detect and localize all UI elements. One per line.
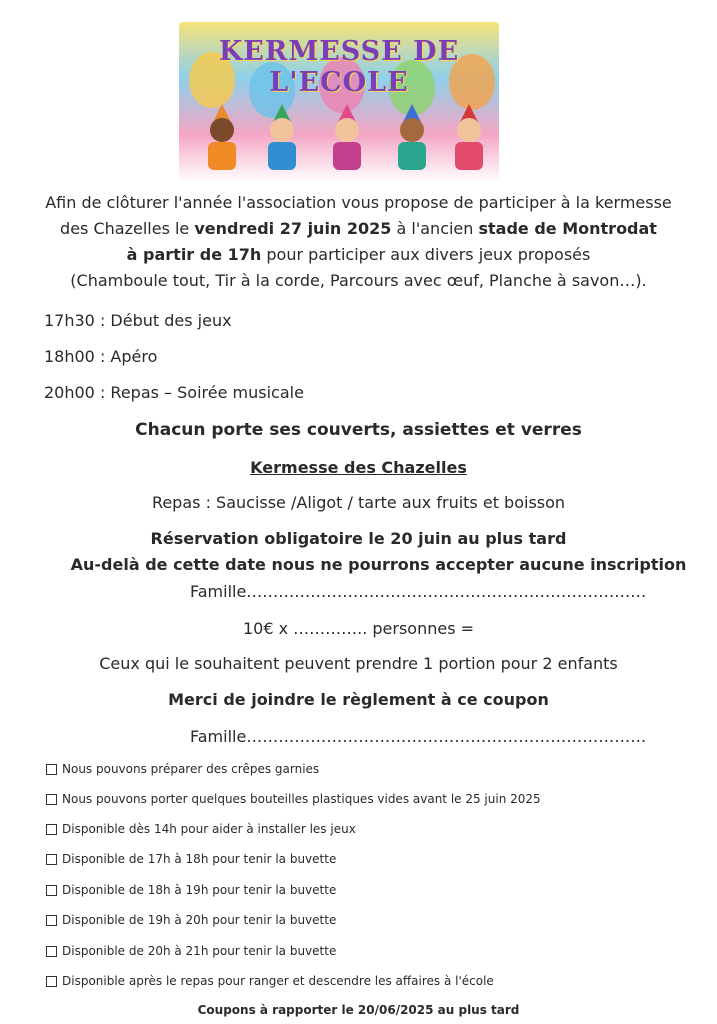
- schedule-item: 20h00 : Repas – Soirée musicale: [44, 383, 304, 402]
- price-line[interactable]: 10€ x ………….. personnes =: [242, 619, 475, 638]
- reservation-deadline: Réservation obligatoire le 20 juin au plus tard: [150, 529, 567, 548]
- checkbox-label: Disponible de 17h à 18h pour tenir la buvette: [62, 852, 337, 866]
- event-date: vendredi 27 juin 2025: [194, 219, 392, 238]
- checkbox-item[interactable]: [46, 913, 336, 927]
- intro-line-1: Afin de clôturer l'année l'association vous propose de participer à la kermesse: [45, 193, 672, 212]
- intro-line-3: [0, 245, 717, 264]
- checkbox-label: Disponible de 18h à 19h pour tenir la buvette: [62, 883, 337, 897]
- section-title: Kermesse des Chazelles: [250, 458, 467, 477]
- checkbox-item[interactable]: [46, 883, 336, 897]
- checkbox-icon[interactable]: [46, 885, 57, 896]
- child-figure-icon: [204, 104, 240, 174]
- intro-line-2: [0, 219, 717, 238]
- famille-field[interactable]: Famille…………………………………………………………………: [190, 582, 647, 601]
- checkbox-label: Disponible de 20h à 21h pour tenir la buvette: [62, 944, 337, 958]
- checkbox-icon[interactable]: [46, 946, 57, 957]
- checkbox-item[interactable]: [46, 974, 494, 988]
- checkbox-label: Disponible après le repas pour ranger et descendre les affaires à l'école: [62, 974, 494, 988]
- checkbox-label: Disponible dès 14h pour aider à installer les jeux: [62, 822, 356, 836]
- intro-line-4: (Chamboule tout, Tir à la corde, Parcours avec œuf, Planche à savon…).: [70, 271, 647, 290]
- banner-title: KERMESSE DE L'ECOLE: [218, 36, 460, 98]
- child-figure-icon: [264, 104, 300, 174]
- checkbox-label: Nous pouvons préparer des crêpes garnies: [62, 762, 320, 776]
- event-location: stade de Montrodat: [478, 219, 657, 238]
- checkbox-icon[interactable]: [46, 854, 57, 865]
- checkbox-icon[interactable]: [46, 824, 57, 835]
- famille-field-2[interactable]: Famille…………………………………………………………………: [190, 727, 647, 746]
- child-figure-icon: [394, 104, 430, 174]
- portion-note: Ceux qui le souhaitent peuvent prendre 1 portion pour 2 enfants: [99, 654, 618, 673]
- child-figure-icon: [451, 104, 487, 174]
- late-notice: Au-delà de cette date nous ne pourrons accepter aucune inscription: [70, 555, 687, 574]
- checkbox-icon[interactable]: [46, 976, 57, 987]
- payment-note: Merci de joindre le règlement à ce coupon: [168, 690, 549, 709]
- checkbox-icon[interactable]: [46, 915, 57, 926]
- checkbox-icon[interactable]: [46, 794, 57, 805]
- checkbox-label: Nous pouvons porter quelques bouteilles plastiques vides avant le 25 juin 2025: [62, 792, 541, 806]
- event-start-time: à partir de 17h: [126, 245, 262, 264]
- checkbox-item[interactable]: [46, 822, 356, 836]
- coupon-deadline: Coupons à rapporter le 20/06/2025 au plus tard: [197, 1003, 520, 1017]
- checkbox-item[interactable]: [46, 852, 336, 866]
- menu-line: Repas : Saucisse /Aligot / tarte aux fruits et boisson: [151, 493, 566, 512]
- checkbox-icon[interactable]: [46, 764, 57, 775]
- bring-notice: Chacun porte ses couverts, assiettes et verres: [135, 420, 582, 440]
- checkbox-item[interactable]: [46, 762, 319, 776]
- kermesse-banner: [179, 22, 499, 182]
- schedule-item: 17h30 : Début des jeux: [44, 311, 232, 330]
- child-figure-icon: [329, 104, 365, 174]
- schedule-item: 18h00 : Apéro: [44, 347, 158, 366]
- checkbox-item[interactable]: [46, 792, 541, 806]
- checkbox-label: Disponible de 19h à 20h pour tenir la buvette: [62, 913, 337, 927]
- checkbox-item[interactable]: [46, 944, 336, 958]
- intro-text: pour participer aux divers jeux proposés: [261, 245, 591, 264]
- intro-text: des Chazelles le: [60, 219, 195, 238]
- intro-text: à l'ancien: [391, 219, 479, 238]
